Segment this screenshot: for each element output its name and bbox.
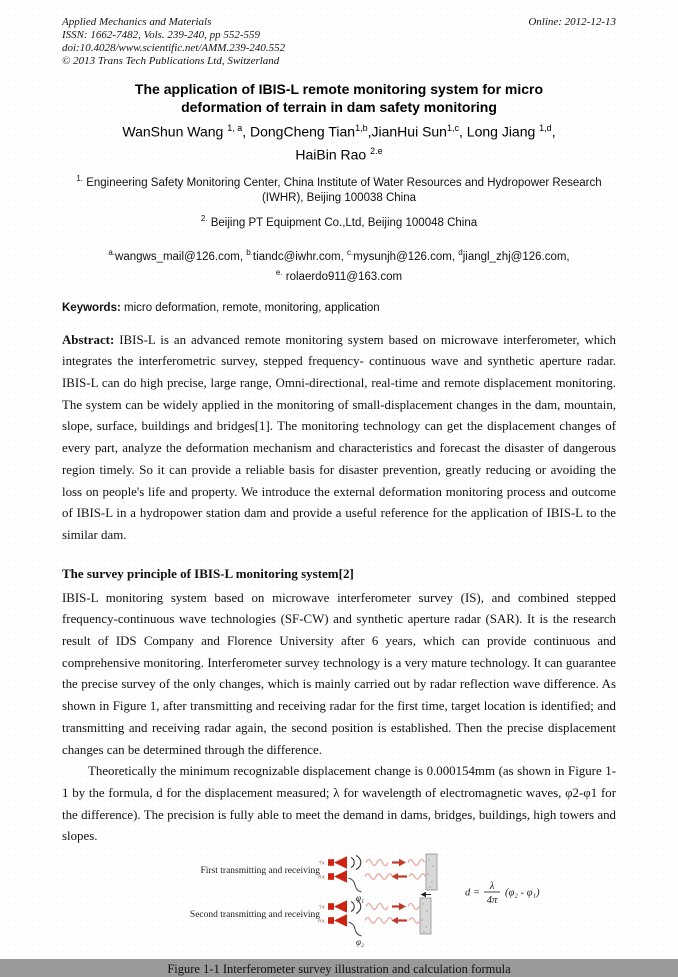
target-wall-first bbox=[426, 854, 437, 890]
phase-hook bbox=[349, 922, 362, 936]
radar-wave bbox=[366, 860, 388, 866]
displacement-formula bbox=[465, 881, 540, 906]
author-affil-ref: 1, a bbox=[227, 123, 243, 133]
author-affil-ref: 1,d bbox=[539, 123, 552, 133]
abstract-paragraph bbox=[62, 330, 616, 547]
second-transmission-row bbox=[190, 900, 420, 948]
paper-title-line1: The application of IBIS-L remote monitoring system for micro bbox=[134, 81, 544, 97]
radar-wave bbox=[409, 874, 426, 880]
formula-numerator: λ bbox=[489, 881, 495, 893]
radar-wave bbox=[409, 918, 420, 924]
abstract-label: Abstract: bbox=[62, 332, 115, 347]
emails-line1 bbox=[62, 245, 616, 265]
first-transmission-row bbox=[200, 856, 425, 904]
rx-horn-icon bbox=[328, 914, 362, 936]
affil-number: 1. bbox=[76, 174, 84, 184]
row2-label: Second transmitting and receiving bbox=[189, 910, 320, 921]
body-paragraph-2: Theoretically the minimum recognizable displacement change is 0.000154mm (as shown in Figure 1-1 by the formula, d for the displacement measured; λ for wavelength of electromagnetic waves, φ2-φ1 for the difference). The precision is fully able to meet the demand in dams, bridges, buildings, high towers and slopes. bbox=[62, 764, 616, 844]
author-emails bbox=[62, 245, 616, 285]
target-wall-second bbox=[420, 898, 431, 934]
email-ref: a. bbox=[108, 247, 116, 257]
section-heading: The survey principle of IBIS-L monitoring system[2] bbox=[62, 565, 354, 581]
phi2-label: φ₂ bbox=[355, 937, 365, 948]
email-address: tiandc@iwhr.com, bbox=[252, 250, 348, 263]
affiliation-1 bbox=[62, 171, 616, 206]
formula-lhs: d = bbox=[465, 887, 480, 899]
paper-title-line2: deformation of terrain in dam safety monitoring bbox=[181, 99, 497, 115]
body-paragraph-1: IBIS-L monitoring system based on microwave interferometer survey (IS), and combined stepped frequency-continuous wave technologies (SF-CW) and synthetic aperture radar (SAR). It is the research result of IDS Company and Florence University after 6 years, which can provide continuous and comprehensive monitoring. Interferometer survey technology is a very mature technology. It can guarantee the precise survey of the only changes, which is mainly carried out by radar reflection wave difference. As shown in Figure 1, after transmitting and receiving radar for the first time, target location is identified; and transmitting and receiving radar again, the second position is established. Then the precise displacement changes can be determined through the difference. bbox=[62, 590, 616, 757]
affiliation-2 bbox=[62, 211, 616, 231]
affil-text: Beijing PT Equipment Co.,Ltd, Beijing 100048 China bbox=[207, 216, 478, 229]
email-address: wangws_mail@126.com, bbox=[115, 250, 247, 263]
tx-horn-icon bbox=[328, 856, 361, 870]
radar-wave bbox=[365, 874, 393, 880]
sound-wave-arc bbox=[356, 856, 361, 870]
rx-label: RX bbox=[318, 918, 325, 924]
formula-denominator: 4π bbox=[486, 895, 498, 907]
sound-wave-arc bbox=[351, 858, 354, 868]
online-date: Online: 2012-12-13 bbox=[528, 16, 616, 28]
page-header bbox=[62, 0, 616, 68]
author-name: ,JianHui Sun bbox=[367, 123, 447, 140]
phase-hook bbox=[349, 878, 362, 892]
rx-label: RX bbox=[318, 874, 325, 880]
emails-line2 bbox=[62, 265, 616, 285]
email-address: jiangl_zhj@126.com, bbox=[462, 250, 570, 263]
issn-line: ISSN: 1662-7482, Vols. 239-240, pp 552-559 bbox=[62, 29, 260, 41]
copyright-line: © 2013 Trans Tech Publications Ltd, Switzerland bbox=[62, 55, 280, 67]
figure-1-1 bbox=[62, 854, 616, 977]
author-name: , bbox=[551, 123, 556, 140]
formula-phase-difference: (φ₂ - φ₁) bbox=[505, 887, 540, 899]
radar-wave bbox=[365, 918, 393, 924]
authors-line2 bbox=[62, 142, 616, 165]
author-affil-ref: 2.e bbox=[370, 145, 383, 156]
doi-line: doi:10.4028/www.scientific.net/AMM.239-240.552 bbox=[62, 42, 286, 54]
author-affil-ref: 1,b bbox=[355, 123, 368, 133]
phi1-label: φ₁ bbox=[355, 893, 365, 904]
displacement-arrow-icon bbox=[421, 892, 432, 897]
affil-text: Engineering Safety Monitoring Center, China Institute of Water Resources and Hydropower Research (IWHR), Beijing 100038 China bbox=[83, 177, 602, 205]
left-arrow-icon bbox=[392, 873, 408, 880]
right-arrow-icon bbox=[392, 903, 406, 910]
author-name: HaiBin Rao bbox=[295, 146, 371, 163]
keywords-text: micro deformation, remote, monitoring, application bbox=[120, 301, 380, 314]
tx-label: TX bbox=[318, 860, 325, 866]
figure-caption: Figure 1-1 Interferometer survey illustration and calculation formula bbox=[167, 962, 511, 977]
author-name: , Long Jiang bbox=[459, 123, 540, 140]
tx-label: TX bbox=[318, 904, 325, 910]
rx-horn-icon bbox=[328, 870, 362, 892]
right-arrow-icon bbox=[392, 859, 406, 866]
journal-title: Applied Mechanics and Materials bbox=[62, 16, 212, 28]
paper-title bbox=[62, 80, 616, 116]
email-address: rolaerdo911@163.com bbox=[282, 270, 403, 283]
keywords-label: Keywords: bbox=[62, 301, 121, 314]
authors-line bbox=[62, 119, 616, 164]
affil-number: 2. bbox=[200, 214, 208, 224]
email-ref: c. bbox=[347, 247, 354, 257]
email-ref: b. bbox=[246, 247, 253, 257]
author-affil-ref: 1,c bbox=[446, 123, 459, 133]
radar-wave bbox=[408, 860, 425, 866]
email-ref: e. bbox=[275, 267, 283, 277]
radar-wave bbox=[366, 904, 388, 910]
interferometer-diagram bbox=[189, 854, 562, 951]
email-address: mysunjh@126.com, bbox=[353, 250, 459, 263]
author-name: , DongCheng Tian bbox=[242, 123, 356, 140]
sound-wave-arc bbox=[351, 902, 354, 912]
author-name: WanShun Wang bbox=[122, 123, 228, 140]
abstract-text: IBIS-L is an advanced remote monitoring system based on microwave interferometer, which integrates the interferometric survey, stepped frequency- continuous wave and synthetic aperture radar. IBIS-L can do high precise, large range, Omni-directional, real-time and remote displacement monitoring. The system can be widely applied in the monitoring of small-displacement changes in the dam, mountain, slope, surface, buildings and bridges[1]. The monitoring technology can get the displacement changes of every part, analyze the deformation mechanism and characteristics and forecast the disaster of dangerous region timely. So it can provide a reliable basis for disaster prevention, greatly reducing or avoiding the loss on people's life and property. We introduce the external deformation monitoring process and outcome of IBIS-L in a hydropower station dam and provide a useful reference for the application of IBIS-L to the similar dam. bbox=[62, 332, 616, 542]
journal-info bbox=[62, 16, 285, 68]
row1-label: First transmitting and receiving bbox=[200, 866, 320, 877]
radar-wave bbox=[408, 904, 419, 910]
keywords-line bbox=[62, 301, 616, 316]
left-arrow-icon bbox=[392, 917, 408, 924]
email-ref: d bbox=[458, 247, 463, 257]
authors-line1 bbox=[62, 119, 616, 142]
